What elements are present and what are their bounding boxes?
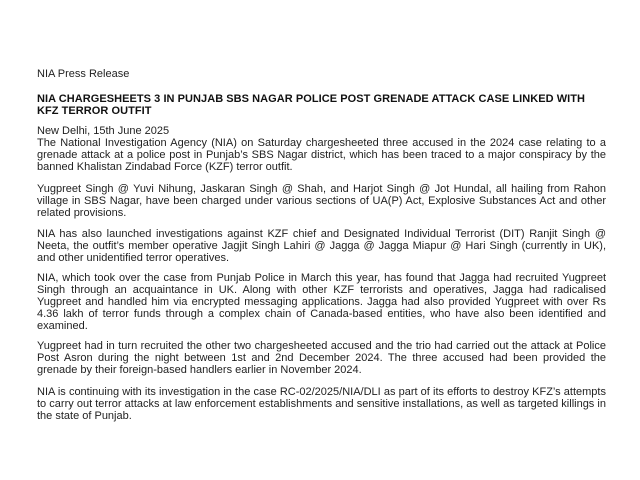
paragraph-attack: Yugpreet had in turn recruited the other two chargesheeted accused and the trio had carried out the attack at Police Post Asron during the night between 1st and 2nd December 2024. The three accused had been provided the grenade by their foreign-based handlers earlier in November 2024. xyxy=(37,340,606,376)
paragraph-accused: Yugpreet Singh @ Yuvi Nihung, Jaskaran Singh @ Shah, and Harjot Singh @ Jot Hundal, all hailing from Rahon village in SBS Nagar, have been charged under various sections of UA(P) Act, Explosive Substances Act and other related provisions. xyxy=(37,183,606,219)
dateline: New Delhi, 15th June 2025 xyxy=(37,125,170,137)
paragraph-investigation: NIA has also launched investigations against KZF chief and Designated Individual Terrorist (DIT) Ranjit Singh @ Neeta, the outfit’s member operative Jagjit Singh Lahiri @ Jagga @ Jagga Miapur @ Hari Singh (currently in UK), and other unidentified terror operatives. xyxy=(37,228,606,264)
paragraph-findings: NIA, which took over the case from Punjab Police in March this year, has found that Jagga had recruited Yugpreet Singh through an acquaintance in UK. Along with other KZF terrorists and operatives, Jagga had radicalised Yugpreet and handled him via encrypted messaging applications. Jagga had also provided Yugpreet with over Rs 4.36 lakh of terror funds through a complex chain of Canada-based entities, who have also been identified and examined. xyxy=(37,272,606,332)
paragraph-continuing: NIA is continuing with its investigation in the case RC-02/2025/NIA/DLI as part of its efforts to destroy KFZ’s attempts to carry out terror attacks at law enforcement establishments and sensitive installations, as well as targeted killings in the state of Punjab. xyxy=(37,386,606,422)
paragraph-intro: The National Investigation Agency (NIA) on Saturday chargesheeted three accused in the 2024 case relating to a grenade attack at a police post in Punjab’s SBS Nagar district, which has been traced to a major conspiracy by the banned Khalistan Zindabad Force (KZF) terror outfit. xyxy=(37,137,606,173)
document-type-label: NIA Press Release xyxy=(37,68,130,80)
headline: NIA CHARGESHEETS 3 IN PUNJAB SBS NAGAR POLICE POST GRENADE ATTACK CASE LINKED WITH KFZ TERROR OUTFIT xyxy=(37,93,586,117)
